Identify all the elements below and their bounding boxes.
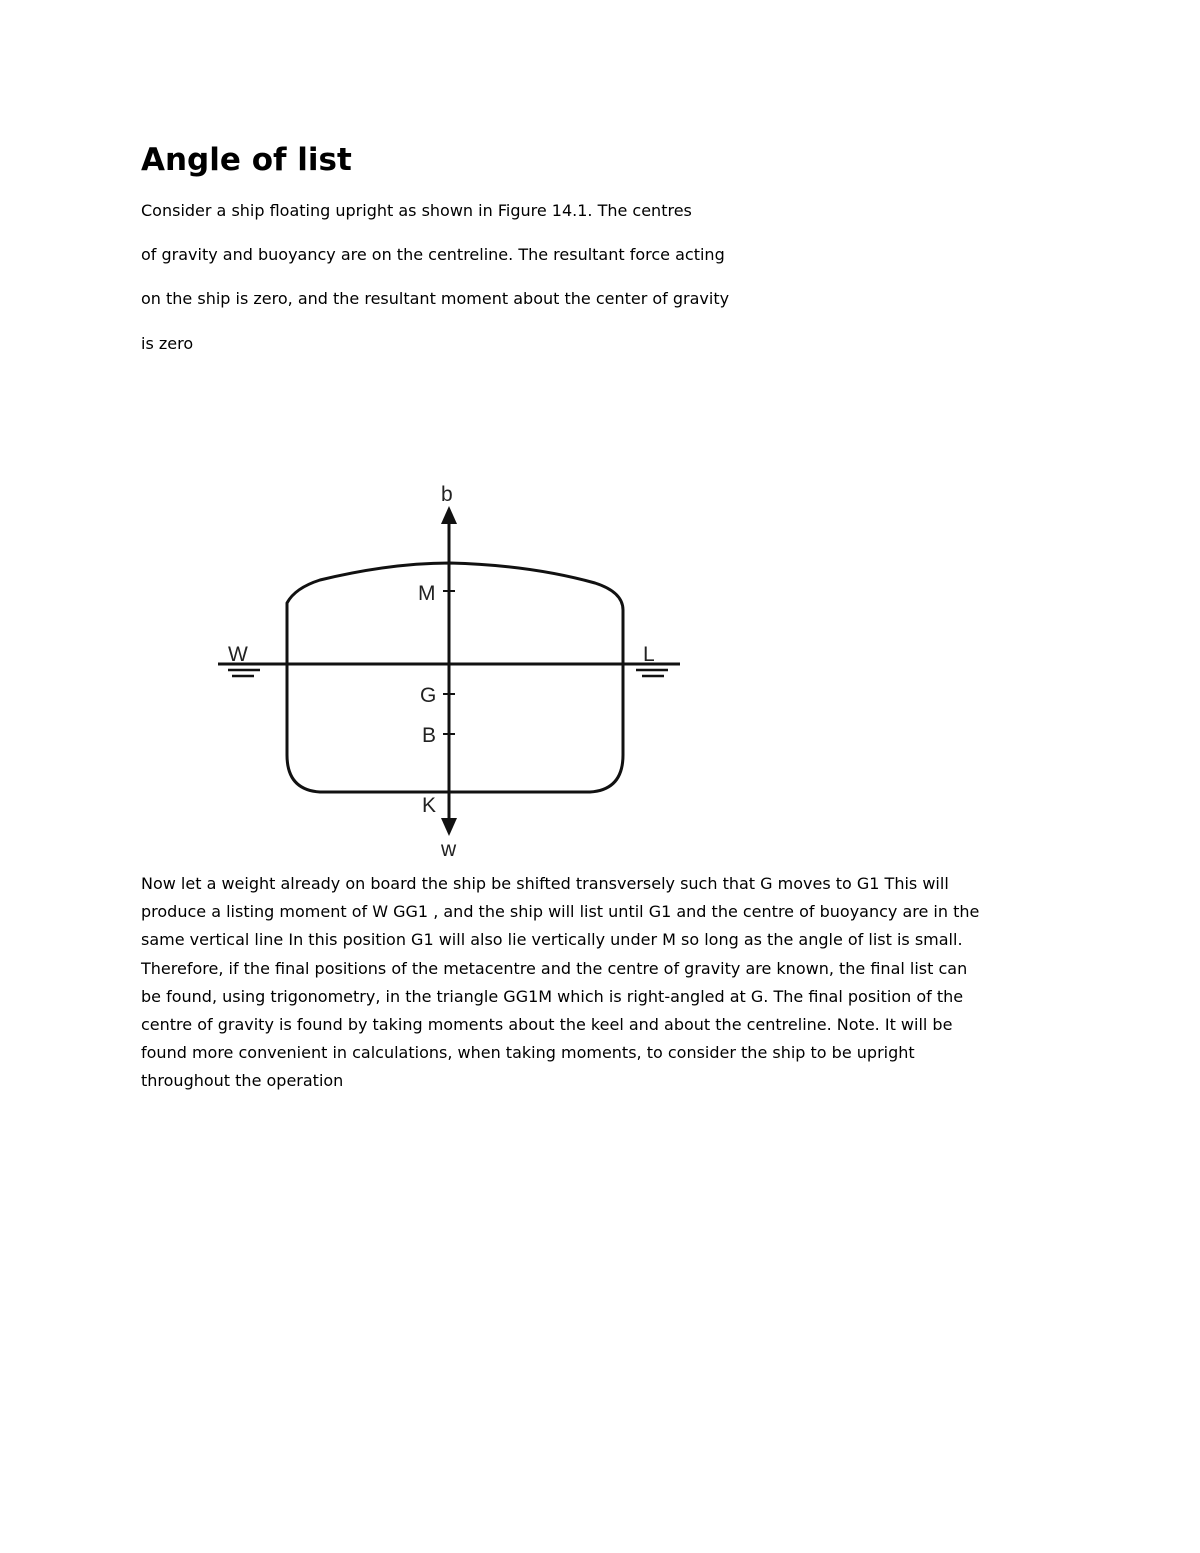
water-level-symbol-right (636, 670, 668, 676)
label-g: G (420, 684, 437, 707)
body-line-7: found more convenient in calculations, when taking moments, to consider the ship to be upright (141, 1043, 915, 1063)
page-title: Angle of list (141, 142, 352, 178)
ship-stability-figure (210, 478, 690, 863)
label-k: K (422, 794, 437, 817)
body-line-8: throughout the operation (141, 1071, 344, 1091)
weight-arrow-head (441, 818, 457, 836)
label-w-waterline: W (228, 643, 248, 666)
label-w-force: w (441, 838, 457, 861)
body-line-3: same vertical line In this position G1 will also lie vertically under M so long as the angle of list is small. (141, 930, 963, 950)
body-paragraph (141, 870, 1071, 1096)
hull-outline (287, 563, 623, 792)
ship-cross-section-diagram (210, 478, 690, 863)
intro-line-4: is zero (141, 334, 194, 353)
buoyancy-arrow-head (441, 506, 457, 524)
label-m: M (418, 582, 436, 605)
body-line-5: be found, using trigonometry, in the triangle GG1M which is right-angled at G. The final position of the (141, 986, 964, 1006)
intro-line-1: Consider a ship floating upright as shown in Figure 14.1. The centres (141, 201, 692, 220)
label-b: b (441, 483, 453, 506)
label-b-centre: B (422, 724, 437, 747)
water-level-symbol-left (228, 670, 260, 676)
intro-line-2: of gravity and buoyancy are on the centreline. The resultant force acting (141, 245, 725, 264)
label-l-waterline: L (643, 643, 655, 666)
intro-line-3: on the ship is zero, and the resultant moment about the center of gravity (141, 289, 730, 308)
body-line-4: Therefore, if the final positions of the metacentre and the centre of gravity are known, the final list can (141, 958, 968, 978)
body-line-6: centre of gravity is found by taking moments about the keel and about the centreline. Note. It will be (141, 1015, 953, 1035)
body-line-2: produce a listing moment of W GG1 , and the ship will list until G1 and the centre of buoyancy are in the (141, 902, 980, 922)
body-line-1: Now let a weight already on board the ship be shifted transversely such that G moves to G1 This will (141, 874, 949, 893)
